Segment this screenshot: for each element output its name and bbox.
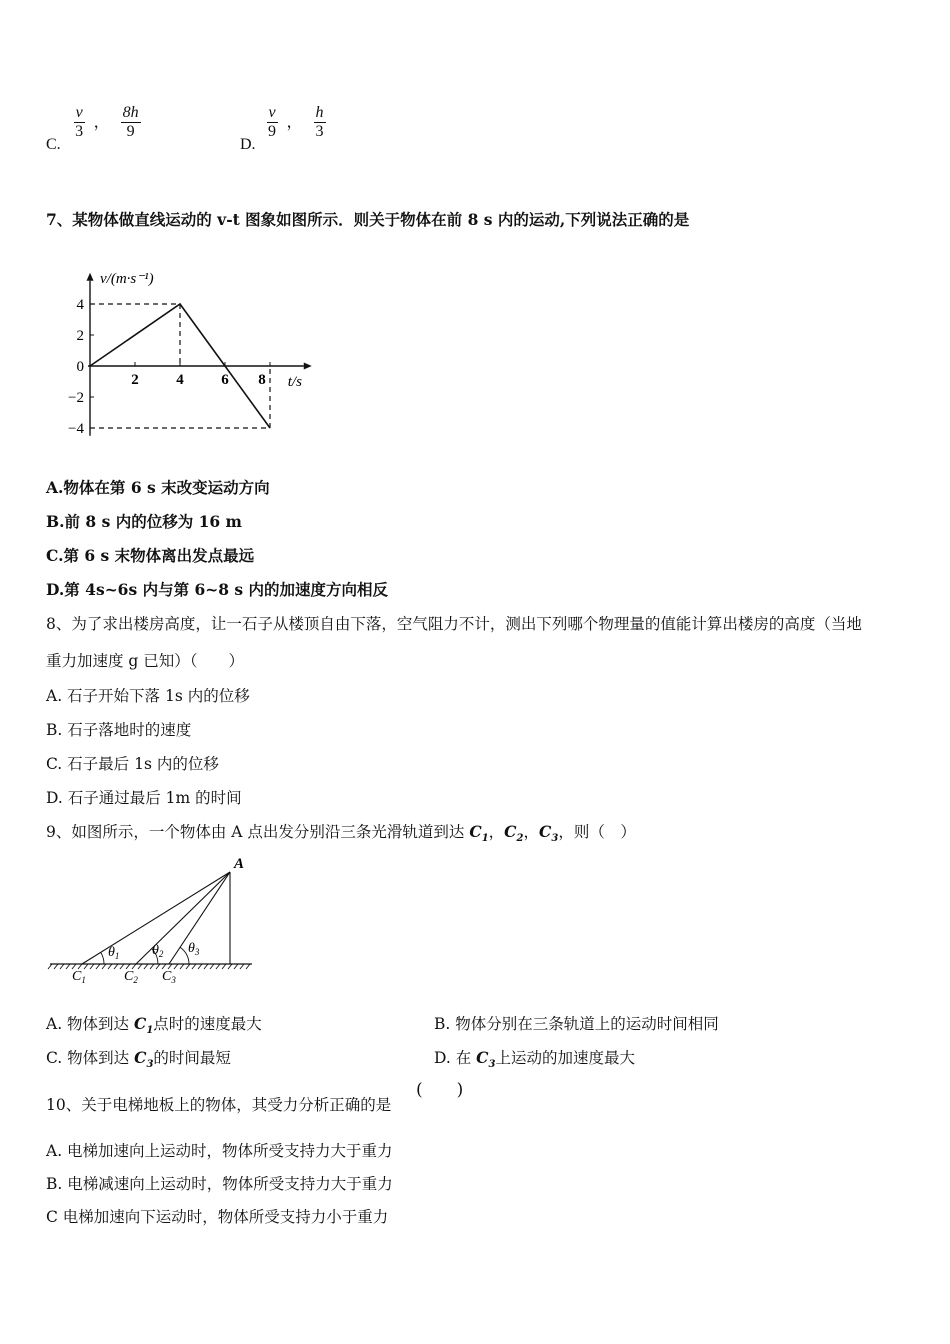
c3-label: $C_3$ [162, 969, 176, 985]
theta1-label: $\theta_1$ [108, 945, 120, 961]
q6-option-c [46, 104, 141, 153]
q7-option-c: C.第 6 s 末物体离出发点最远 [46, 546, 255, 565]
q9-option-b: B. 物体分别在三条轨道上的运动时间相同 [434, 1015, 719, 1033]
q9-option-c: C. 物体到达 $C_3$的时间最短 [46, 1048, 231, 1071]
q6-d-fraction-1 [267, 104, 278, 141]
q6-d-numerator-2: h [315, 104, 324, 121]
q10-option-a: A. 电梯加速向上运动时，物体所受支持力大于重力 [46, 1142, 393, 1160]
x-tick-label: 8 [258, 372, 266, 388]
y-tick-label: 2 [76, 328, 84, 344]
x-axis-arrow [304, 363, 312, 370]
q7-stem: 7、某物体做直线运动的 v-t 图象如图所示．则关于物体在前 8 s 内的运动,下列说法正确的是 [46, 210, 690, 229]
q8-stem-line2: 重力加速度 g 已知）（ ） [46, 652, 245, 670]
theta3-label: $\theta_3$ [188, 941, 200, 957]
x-tick-label: 4 [176, 372, 184, 388]
q7-option-d: D.第 4s~6s 内与第 6~8 s 内的加速度方向相反 [46, 580, 389, 599]
x-tick-label: 6 [221, 372, 229, 388]
y-tick-label: 0 [76, 359, 84, 375]
angle-arc-1 [101, 952, 104, 964]
track-c3 [169, 872, 230, 964]
q9-c3: $C_3$ [539, 822, 559, 845]
q8-option-d: D. 石子通过最后 1m 的时间 [46, 789, 242, 807]
q6-d-numerator-1: v [268, 104, 276, 121]
chart-axes [87, 271, 312, 436]
q9-c1: $C_1$ [469, 822, 489, 845]
q8-stem-line1: 8、为了求出楼房高度，让一石子从楼顶自由下落，空气阻力不计，测出下列哪个物理量的值能计算出楼房的高度（当地 [46, 615, 862, 633]
q10-option-c: C 电梯加速向下运动时，物体所受支持力小于重力 [46, 1208, 389, 1226]
point-a-label: A [234, 856, 245, 872]
c1-label: $C_1$ [72, 969, 86, 985]
q6-c-fraction-1 [74, 104, 85, 141]
q6-option-d [240, 104, 326, 153]
q10-stem: 10、关于电梯地板上的物体，其受力分析正确的是 [46, 1096, 392, 1114]
q8-option-b: B. 石子落地时的速度 [46, 721, 192, 739]
q6-d-denominator-1: 9 [268, 123, 277, 140]
q6-d-fraction-2 [314, 104, 326, 141]
q7-option-b: B.前 8 s 内的位移为 16 m [46, 512, 242, 531]
c2-label: $C_2$ [124, 969, 138, 985]
q8-option-a: A. 石子开始下落 1s 内的位移 [46, 687, 250, 705]
q7-option-a: A.物体在第 6 s 末改变运动方向 [46, 478, 270, 497]
q6-c-numerator-1: v [75, 104, 83, 121]
q6-option-c-label: C. [46, 135, 61, 153]
q9-option-d: D. 在 $C_3$上运动的加速度最大 [434, 1048, 635, 1071]
q9-stem [46, 822, 636, 849]
q6-c-denominator-1: 3 [75, 123, 84, 140]
chart-ticks [68, 297, 270, 437]
y-tick-label: 4 [76, 297, 84, 313]
q7-vt-graph [60, 248, 320, 438]
q6-option-d-label: D. [240, 135, 256, 153]
q6-c-numerator-2: 8h [122, 104, 139, 121]
q9-stem-end: ，则（ ） [558, 823, 636, 841]
x-tick-label: 2 [131, 372, 139, 388]
q10-paren: ( ) [416, 1080, 464, 1100]
q6-c-denominator-2: 9 [126, 123, 135, 140]
theta2-label: $\theta_2$ [152, 943, 164, 959]
q9-comma-2: ， [523, 823, 539, 841]
q6-d-separator: ， [286, 111, 303, 131]
q6-d-denominator-2: 3 [315, 123, 324, 140]
q6-c-fraction-2 [121, 104, 141, 141]
q8-option-c: C. 石子最后 1s 内的位移 [46, 755, 219, 773]
y-tick-label: −4 [68, 421, 84, 437]
q9-c2: $C_2$ [504, 822, 524, 845]
q9-option-a: A. 物体到达 $C_1$点时的速度最大 [46, 1014, 262, 1037]
x-axis-label: t/s [287, 374, 302, 390]
q9-stem-text: 9、如图所示，一个物体由 A 点出发分别沿三条光滑轨道到达 [46, 823, 470, 841]
q6-c-separator: ， [93, 111, 110, 131]
y-axis-label: v/(m·s⁻¹) [100, 270, 154, 287]
y-axis-arrow [87, 273, 94, 281]
q10-option-b: B. 电梯减速向上运动时，物体所受支持力大于重力 [46, 1175, 393, 1193]
q9-incline-diagram [46, 852, 266, 986]
q9-comma-1: ， [488, 823, 505, 841]
y-tick-label: −2 [68, 390, 84, 406]
